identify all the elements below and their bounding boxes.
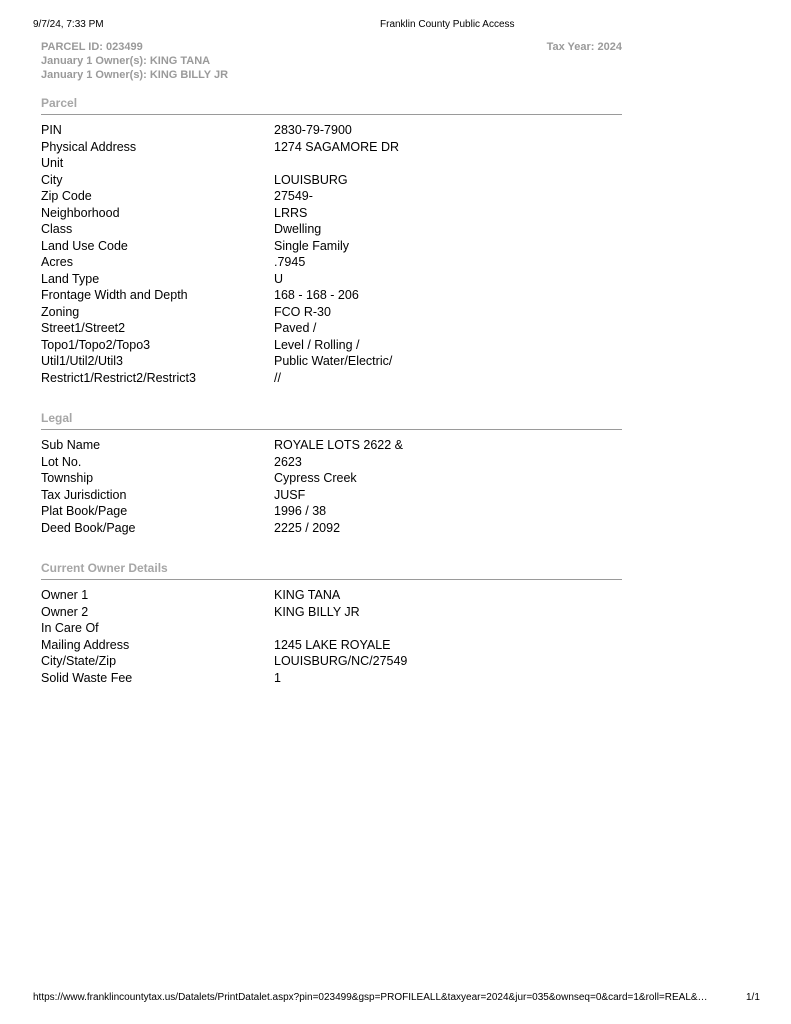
field-label: City (41, 172, 63, 187)
field-label: Neighborhood (41, 205, 120, 220)
table-row (41, 620, 622, 637)
table-row (41, 604, 622, 621)
field-label: In Care Of (41, 621, 99, 635)
field-value: Dwelling (274, 222, 322, 236)
tax-year: Tax Year: 2024 (546, 41, 622, 53)
field-label: Owner 1 (41, 588, 89, 602)
table-row (41, 670, 622, 687)
field-value: .7945 (274, 255, 306, 269)
legal-section-title: Legal (41, 410, 622, 430)
table-row (41, 172, 622, 189)
table-row (41, 238, 622, 255)
table-row (41, 520, 622, 537)
field-label: Topo1/Topo2/Topo3 (41, 337, 151, 352)
field-value: Cypress Creek (274, 471, 357, 485)
field-value: 1274 SAGAMORE DR (274, 139, 400, 154)
field-label: Util1/Util2/Util3 (41, 354, 123, 368)
field-label: Land Type (41, 271, 100, 286)
table-row (41, 205, 622, 222)
field-value: 1 (274, 670, 281, 685)
field-value: Single Family (274, 238, 350, 253)
field-value: // (274, 370, 281, 385)
field-value: 168 - 168 - 206 (274, 288, 359, 302)
field-value: 2225 / 2092 (274, 520, 341, 535)
table-row (41, 470, 622, 487)
table-row (41, 320, 622, 337)
field-label: Restrict1/Restrict2/Restrict3 (41, 370, 196, 385)
field-value: LOUISBURG (274, 172, 348, 187)
table-row (41, 139, 622, 156)
field-value: U (274, 271, 284, 286)
table-row (41, 637, 622, 654)
field-value: 1245 LAKE ROYALE (274, 637, 391, 652)
field-label: Plat Book/Page (41, 504, 128, 518)
table-row (41, 122, 622, 139)
owner-section-title: Current Owner Details (41, 560, 622, 580)
table-row (41, 304, 622, 321)
table-row (41, 254, 622, 271)
owner-rows (41, 587, 622, 686)
january-owner-2: January 1 Owner(s): KING BILLY JR (41, 69, 229, 81)
field-label: Zip Code (41, 189, 92, 203)
parcel-header (41, 40, 622, 82)
field-label: Lot No. (41, 454, 82, 469)
field-label: Solid Waste Fee (41, 670, 133, 685)
january-owner-1: January 1 Owner(s): KING TANA (41, 55, 211, 67)
table-row (41, 503, 622, 520)
table-row (41, 271, 622, 288)
field-value: 1996 / 38 (274, 504, 327, 518)
field-label: City/State/Zip (41, 654, 117, 668)
print-datetime: 9/7/24, 7:33 PM (33, 19, 104, 30)
table-row (41, 370, 622, 387)
legal-section (41, 410, 622, 536)
field-label: Street1/Street2 (41, 321, 126, 335)
field-value: Level / Rolling / (274, 337, 360, 352)
table-row (41, 221, 622, 238)
field-label: Physical Address (41, 139, 137, 154)
parcel-rows (41, 122, 622, 386)
field-value: Public Water/Electric/ (274, 354, 393, 368)
print-page-title: Franklin County Public Access (380, 19, 515, 30)
field-label: Zoning (41, 304, 80, 319)
page-number: 1/1 (746, 992, 760, 1003)
field-label: Sub Name (41, 438, 101, 452)
parcel-section-title: Parcel (41, 95, 622, 115)
field-label: PIN (41, 123, 62, 137)
table-row (41, 155, 622, 172)
table-row (41, 454, 622, 471)
field-value: Paved / (274, 321, 317, 335)
field-value: 2830-79-7900 (274, 123, 352, 137)
table-row (41, 353, 622, 370)
field-label: Mailing Address (41, 637, 130, 652)
field-value: KING BILLY JR (274, 604, 360, 619)
field-label: Unit (41, 156, 64, 170)
field-label: Land Use Code (41, 238, 128, 253)
field-value: ROYALE LOTS 2622 & (274, 438, 403, 452)
field-label: Acres (41, 255, 73, 269)
legal-rows (41, 437, 622, 536)
table-row (41, 287, 622, 304)
field-value: 27549- (274, 189, 313, 203)
table-row (41, 337, 622, 354)
table-row (41, 188, 622, 205)
table-row (41, 437, 622, 454)
field-value: FCO R-30 (274, 304, 331, 319)
field-value: LRRS (274, 205, 308, 220)
field-value: 2623 (274, 454, 302, 469)
table-row (41, 653, 622, 670)
parcel-section (41, 95, 622, 386)
field-label: Tax Jurisdiction (41, 487, 127, 502)
parcel-id: PARCEL ID: 023499 (41, 41, 143, 53)
table-row (41, 587, 622, 604)
field-label: Township (41, 471, 94, 485)
field-label: Deed Book/Page (41, 520, 136, 535)
table-row (41, 487, 622, 504)
field-value: KING TANA (274, 588, 341, 602)
field-value: LOUISBURG/NC/27549 (274, 654, 408, 668)
page-url: https://www.franklincountytax.us/Datalets/PrintDatalet.aspx?pin=023499&gsp=PROFILEALL&taxyear=2024&jur=035&ownseq=0&card=1&roll=REAL&… (33, 992, 708, 1003)
field-value: JUSF (274, 487, 306, 502)
field-label: Class (41, 222, 73, 236)
field-label: Owner 2 (41, 604, 89, 619)
field-label: Frontage Width and Depth (41, 288, 188, 302)
print-header (0, 19, 791, 33)
owner-section (41, 560, 622, 686)
